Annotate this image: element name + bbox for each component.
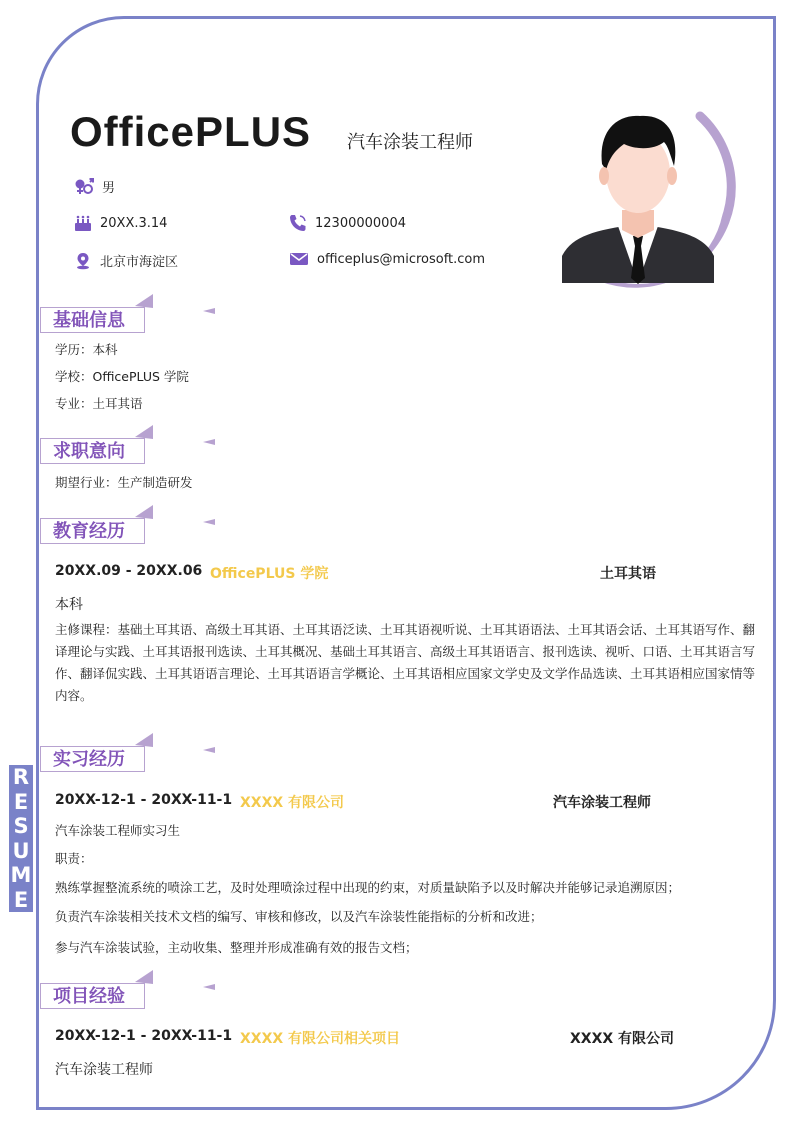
ribbon-icon	[135, 294, 220, 324]
major-text: 专业：土耳其语	[55, 396, 143, 411]
section-header-education	[40, 513, 185, 551]
phone-value: 12300000004	[315, 215, 406, 231]
section-header-project	[40, 978, 185, 1016]
internship-role: 汽车涂装工程师实习生	[55, 823, 181, 838]
section-header-intent	[40, 433, 185, 471]
email-info	[289, 251, 485, 267]
internship-date: 20XX-12-1 - 20XX-11-1	[55, 792, 233, 808]
section-title: 求职意向	[53, 441, 125, 462]
side-letter: R	[12, 765, 30, 789]
side-letter: E	[13, 887, 29, 912]
email-value: officeplus@microsoft.com	[317, 251, 486, 267]
section-title: 实习经历	[53, 749, 125, 770]
section-title: 基础信息	[53, 310, 125, 331]
avatar	[540, 98, 745, 303]
project-name: XXXX 有限公司相关项目	[240, 1031, 401, 1047]
candidate-name: OfficePLUS	[70, 108, 312, 155]
phone-icon	[289, 214, 307, 232]
section-header-basic	[40, 302, 185, 340]
side-letter: E	[13, 789, 29, 814]
resume-side-tab	[9, 765, 33, 912]
section-title: 项目经验	[53, 986, 125, 1007]
education-courses: 主修课程：基础土耳其语、高级土耳其语、土耳其语泛读、土耳其语视听说、土耳其语语法、土耳其语会话、土耳其语写作、翻译理论与实践、土耳其语报刊选读、土耳其概况、基础土耳其语言、高级土耳其语语言、报刊选读、视听、口语、土耳其语言写作、翻译侃实践、土耳其语语言理论、土耳其语语言学概论、土耳其语相应国家文学史及文学作品选读、土耳其语相应国家情等内容。	[55, 622, 756, 703]
duty-label: 职责：	[55, 851, 93, 866]
ribbon-icon	[135, 505, 220, 535]
job-title: 汽车涂装工程师	[347, 132, 473, 153]
internship-position: 汽车涂装工程师	[553, 795, 651, 811]
phone-info	[289, 214, 406, 232]
degree-text: 学历：本科	[55, 342, 118, 357]
location-pin-icon	[74, 252, 92, 270]
internship-company: XXXX 有限公司	[240, 795, 345, 811]
side-letter: M	[10, 863, 32, 887]
cake-icon	[74, 214, 92, 232]
location-value: 北京市海淀区	[100, 255, 179, 270]
education-date: 20XX.09 - 20XX.06	[55, 563, 203, 579]
duty-item: 熟练掌握整流系统的喷涂工艺，及时处理喷涂过程中出现的约束，对质量缺陷予以及时解决并能够记录追溯原因；	[55, 880, 681, 895]
ribbon-icon	[135, 733, 220, 763]
education-school: OfficePLUS 学院	[210, 566, 329, 582]
birth-value: 20XX.3.14	[100, 215, 168, 231]
project-date: 20XX-12-1 - 20XX-11-1	[55, 1028, 233, 1044]
duty-item: 参与汽车涂装试验，主动收集、整理并形成准确有效的报告文档；	[55, 940, 418, 955]
mail-icon	[289, 251, 309, 267]
project-role: 汽车涂装工程师	[55, 1062, 153, 1078]
gender-info	[74, 177, 115, 196]
gender-value: 男	[102, 181, 116, 196]
side-letter: S	[13, 814, 29, 838]
gender-icon	[74, 178, 94, 196]
section-title: 教育经历	[53, 521, 125, 542]
ribbon-icon	[135, 970, 220, 1000]
duty-item: 负责汽车涂装相关技术文档的编写、审核和修改，以及汽车涂装性能指标的分析和改进；	[55, 909, 543, 924]
education-major: 土耳其语	[600, 566, 656, 582]
project-company: XXXX 有限公司	[570, 1031, 675, 1047]
location-info	[74, 251, 178, 270]
industry-text: 期望行业：生产制造研发	[55, 475, 193, 490]
education-degree: 本科	[55, 597, 83, 613]
ribbon-icon	[135, 425, 220, 455]
side-letter: U	[12, 838, 30, 863]
section-header-internship	[40, 741, 185, 779]
school-text: 学校：OfficePLUS 学院	[55, 369, 189, 384]
birth-info	[74, 214, 167, 232]
